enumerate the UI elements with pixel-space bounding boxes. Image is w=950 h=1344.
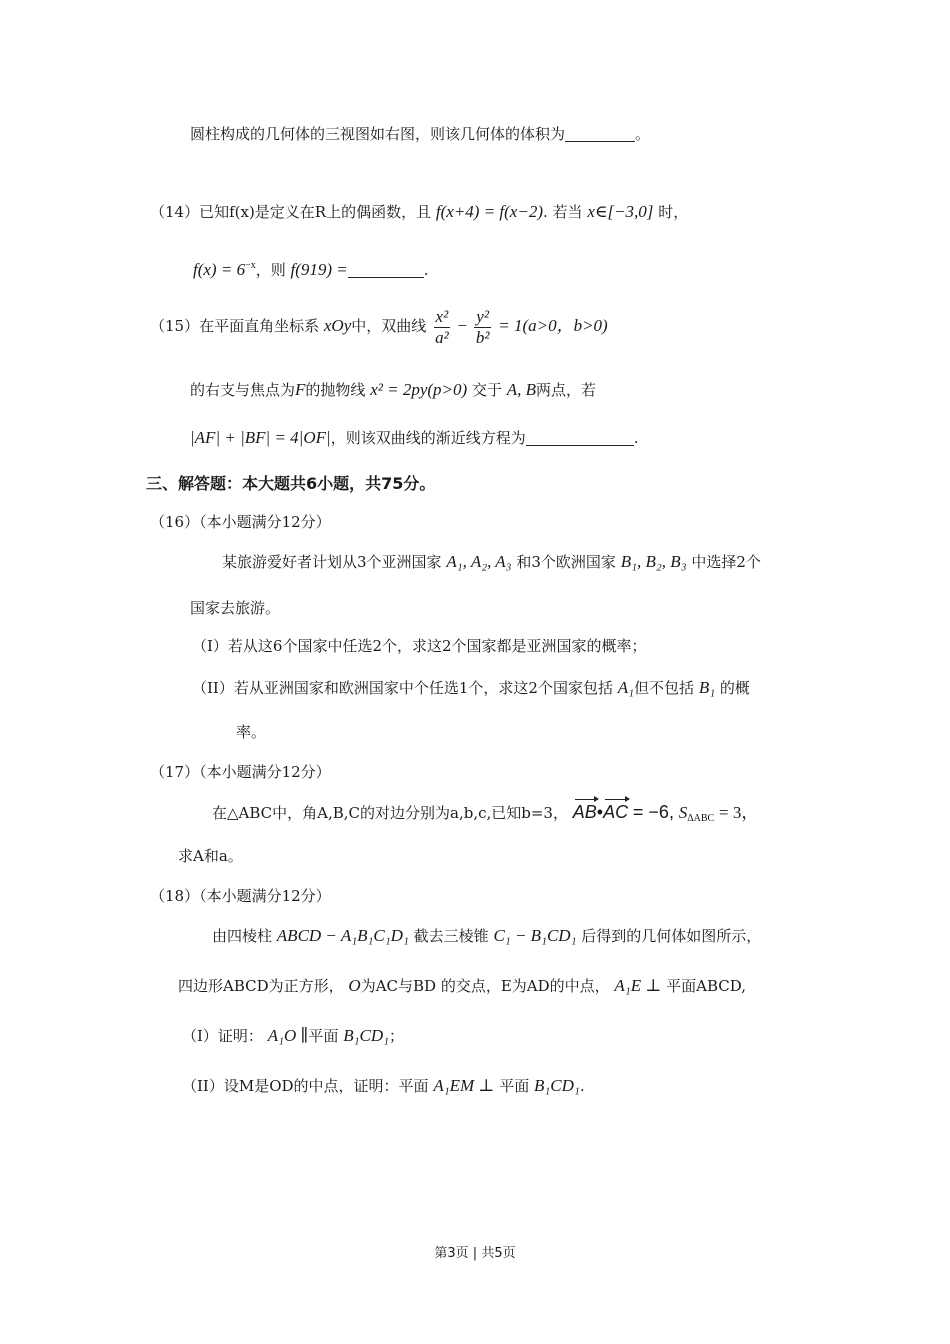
q15-parabola: x² = 2py(p>0) bbox=[370, 380, 468, 399]
q16-line2: 国家去旅游。 bbox=[190, 599, 281, 617]
q14-line1: （14）已知f(x)是定义在R上的偶函数，且 f(x+4) = f(x−2). 若当 x∈[−3,0] 时， bbox=[150, 202, 689, 221]
q15-number: （15） bbox=[150, 317, 200, 335]
q15-fraction-y: $\frac{\text{y²}}{\text{b²}}$ bbox=[475, 306, 490, 347]
q18-line2: 四边形ABCD为正方形， O为AC与BD 的交点，E为AD的中点， A₁E ⊥ 平面ABCD, bbox=[178, 976, 746, 995]
q14-ask: f(919) = bbox=[290, 260, 348, 279]
q15-plane: xOy bbox=[323, 316, 352, 335]
q18-part2: （II）设M是OD的中点，证明：平面 A₁EM ⊥ 平面 B₁CD₁. bbox=[182, 1076, 585, 1095]
q14-answer-blank[interactable] bbox=[348, 261, 424, 278]
q15-line3: |AF| + |BF| = 4|OF|，则该双曲线的渐近线方程为 . bbox=[190, 428, 639, 447]
q13-answer-blank[interactable] bbox=[565, 125, 635, 142]
q17-line1: 在△ABC中，角A,B,C的对边分别为a,b,c,已知b=3， AB•AC = −6, $S_{\Delta ABC} = 3$， bbox=[212, 802, 759, 824]
q13-text: 圆柱构成的几何体的三视图如右图，则该几何体的体积为 bbox=[190, 125, 566, 143]
q14-line2: $f(x) = 6^{-x}$，则 f(919) = . bbox=[193, 260, 429, 279]
q14-condition: f(x+4) = f(x−2) bbox=[435, 202, 543, 221]
q18-pyramid: C₁ − B₁CD₁ bbox=[493, 926, 577, 945]
q18-line1: 由四棱柱 ABCD − A₁B₁C₁D₁ 截去三棱锥 C₁ − B₁CD₁ 后得到的几何体如图所示， bbox=[212, 926, 762, 945]
q18-prism: ABCD − A₁B₁C₁D₁ bbox=[276, 926, 409, 945]
q15-equation-rhs: = 1(a>0，b>0) bbox=[498, 316, 608, 335]
page-footer: 第3页 | 共5页 bbox=[434, 1246, 516, 1261]
q15-line2: 的右支与焦点为F的抛物线 x² = 2py(p>0) 交于 A, B两点，若 bbox=[190, 380, 597, 399]
q15-condition: |AF| + |BF| = 4|OF| bbox=[190, 428, 331, 447]
vector-ab: AB bbox=[572, 802, 597, 822]
q14-number: （14） bbox=[150, 203, 200, 221]
q15-line1: （15）在平面直角坐标系 xOy中，双曲线 $\frac{\text{x²}}{\text{a²}}$ − $\frac{\text{y²}}{\text{b²}}$ = 1(a>0，b>0) bbox=[150, 306, 608, 347]
q16-line1: 某旅游爱好者计划从3个亚洲国家 A₁, A₂, A₃ 和3个欧洲国家 B₁, B₂, B₃ 中选择2个 bbox=[222, 552, 761, 571]
q16-part2: （II）若从亚洲国家和欧洲国家中个任选1个，求这2个国家包括 A₁但不包括 B₁ 的概 bbox=[192, 678, 750, 697]
q14-domain: x∈[−3,0] bbox=[587, 202, 654, 221]
q17-area: $S_{\Delta ABC}$ bbox=[678, 803, 715, 824]
vector-ac: AC bbox=[603, 802, 629, 822]
q18-header: （18）（本小题满分12分） bbox=[150, 887, 331, 905]
q15-answer-blank[interactable] bbox=[526, 429, 634, 446]
q18-part1: （I）证明： A₁O ∥平面 B₁CD₁； bbox=[182, 1026, 405, 1045]
q16-part2-cont: 率。 bbox=[236, 723, 267, 741]
q16-part1: （I）若从这6个国家中任选2个，求这2个国家都是亚洲国家的概率； bbox=[192, 637, 647, 655]
q17-header: （17）（本小题满分12分） bbox=[150, 763, 331, 781]
q14-formula: $f(x) = 6^{-x}$ bbox=[193, 260, 256, 279]
q17-line2: 求A和a。 bbox=[178, 847, 243, 865]
q16-header: （16）（本小题满分12分） bbox=[150, 513, 331, 531]
q13-line: 圆柱构成的几何体的三视图如右图，则该几何体的体积为 。 bbox=[190, 125, 651, 143]
section-heading: 三、解答题：本大题共6小题，共75分。 bbox=[146, 474, 436, 493]
q15-fraction-x: $\frac{\text{x²}}{\text{a²}}$ bbox=[435, 306, 449, 347]
